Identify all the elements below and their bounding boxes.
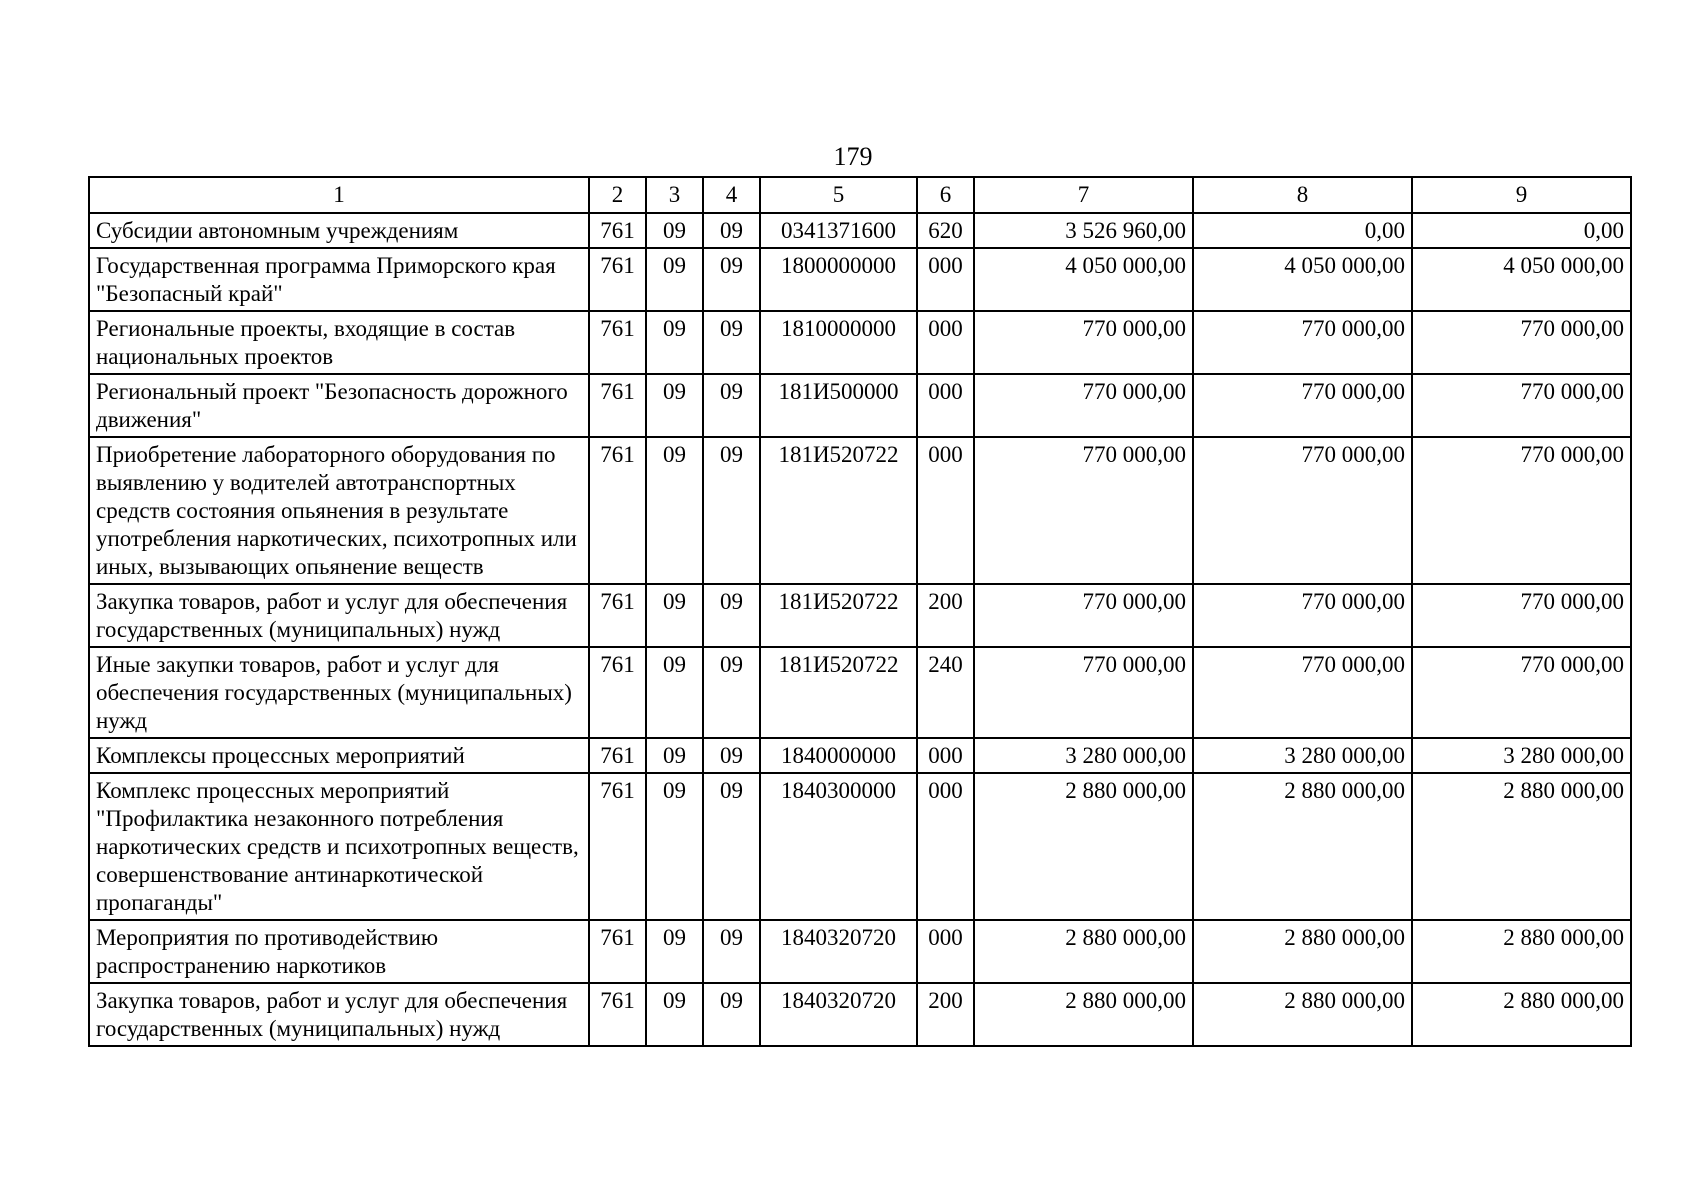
row-name-cell: Комплексы процессных мероприятий	[89, 738, 589, 773]
table-body	[89, 213, 1631, 1046]
cell-col-4: 09	[703, 213, 760, 248]
cell-col-6: 000	[917, 738, 974, 773]
cell-col-3: 09	[646, 213, 703, 248]
amount-col-9: 770 000,00	[1412, 647, 1631, 738]
amount-col-7: 770 000,00	[974, 311, 1193, 374]
amount-col-9: 2 880 000,00	[1412, 920, 1631, 983]
amount-col-8: 2 880 000,00	[1193, 773, 1412, 920]
cell-col-5: 1840320720	[760, 983, 917, 1046]
cell-col-3: 09	[646, 584, 703, 647]
table-row	[89, 584, 1631, 647]
amount-col-8: 770 000,00	[1193, 647, 1412, 738]
cell-col-6: 000	[917, 248, 974, 311]
cell-col-2: 761	[589, 248, 646, 311]
cell-col-5: 181И520722	[760, 647, 917, 738]
cell-col-4: 09	[703, 437, 760, 584]
amount-col-7: 770 000,00	[974, 374, 1193, 437]
amount-col-7: 2 880 000,00	[974, 920, 1193, 983]
cell-col-3: 09	[646, 920, 703, 983]
cell-col-3: 09	[646, 773, 703, 920]
amount-col-7: 3 526 960,00	[974, 213, 1193, 248]
table-row	[89, 920, 1631, 983]
cell-col-2: 761	[589, 374, 646, 437]
amount-col-8: 2 880 000,00	[1193, 920, 1412, 983]
amount-col-7: 2 880 000,00	[974, 983, 1193, 1046]
cell-col-4: 09	[703, 311, 760, 374]
cell-col-4: 09	[703, 584, 760, 647]
cell-col-6: 000	[917, 437, 974, 584]
row-name-cell: Региональный проект "Безопасность дорожного движения"	[89, 374, 589, 437]
column-header: 2	[589, 177, 646, 213]
row-name-cell: Субсидии автономным учреждениям	[89, 213, 589, 248]
table-row	[89, 983, 1631, 1046]
table-row	[89, 248, 1631, 311]
amount-col-9: 770 000,00	[1412, 584, 1631, 647]
cell-col-6: 000	[917, 374, 974, 437]
cell-col-6: 000	[917, 920, 974, 983]
amount-col-9: 0,00	[1412, 213, 1631, 248]
amount-col-7: 2 880 000,00	[974, 773, 1193, 920]
table-row	[89, 374, 1631, 437]
cell-col-5: 1840000000	[760, 738, 917, 773]
cell-col-2: 761	[589, 584, 646, 647]
cell-col-5: 1800000000	[760, 248, 917, 311]
budget-table	[88, 176, 1632, 1047]
cell-col-3: 09	[646, 983, 703, 1046]
amount-col-9: 4 050 000,00	[1412, 248, 1631, 311]
column-header: 1	[89, 177, 589, 213]
column-header: 5	[760, 177, 917, 213]
amount-col-7: 4 050 000,00	[974, 248, 1193, 311]
amount-col-7: 770 000,00	[974, 584, 1193, 647]
amount-col-8: 770 000,00	[1193, 374, 1412, 437]
cell-col-2: 761	[589, 773, 646, 920]
cell-col-6: 200	[917, 983, 974, 1046]
row-name-cell: Приобретение лабораторного оборудования по выявлению у водителей автотранспортных средств состояния опьянения в результате употребления наркотических, психотропных или иных, вызывающих опьянение веществ	[89, 437, 589, 584]
cell-col-2: 761	[589, 983, 646, 1046]
amount-col-8: 770 000,00	[1193, 584, 1412, 647]
amount-col-8: 770 000,00	[1193, 311, 1412, 374]
column-header: 6	[917, 177, 974, 213]
header-row	[89, 177, 1631, 213]
column-header: 4	[703, 177, 760, 213]
cell-col-6: 200	[917, 584, 974, 647]
table-row	[89, 647, 1631, 738]
amount-col-7: 770 000,00	[974, 647, 1193, 738]
cell-col-2: 761	[589, 213, 646, 248]
cell-col-2: 761	[589, 647, 646, 738]
cell-col-4: 09	[703, 773, 760, 920]
cell-col-4: 09	[703, 920, 760, 983]
cell-col-2: 761	[589, 437, 646, 584]
table-row	[89, 437, 1631, 584]
table-row	[89, 311, 1631, 374]
cell-col-4: 09	[703, 738, 760, 773]
cell-col-3: 09	[646, 248, 703, 311]
table-row	[89, 738, 1631, 773]
cell-col-2: 761	[589, 920, 646, 983]
cell-col-3: 09	[646, 311, 703, 374]
amount-col-8: 0,00	[1193, 213, 1412, 248]
cell-col-5: 1810000000	[760, 311, 917, 374]
amount-col-7: 3 280 000,00	[974, 738, 1193, 773]
amount-col-8: 770 000,00	[1193, 437, 1412, 584]
row-name-cell: Закупка товаров, работ и услуг для обеспечения государственных (муниципальных) нужд	[89, 983, 589, 1046]
cell-col-4: 09	[703, 647, 760, 738]
row-name-cell: Государственная программа Приморского края "Безопасный край"	[89, 248, 589, 311]
cell-col-4: 09	[703, 374, 760, 437]
amount-col-7: 770 000,00	[974, 437, 1193, 584]
amount-col-9: 2 880 000,00	[1412, 983, 1631, 1046]
cell-col-5: 181И500000	[760, 374, 917, 437]
cell-col-2: 761	[589, 738, 646, 773]
table-row	[89, 773, 1631, 920]
amount-col-9: 770 000,00	[1412, 311, 1631, 374]
column-header: 3	[646, 177, 703, 213]
amount-col-9: 3 280 000,00	[1412, 738, 1631, 773]
cell-col-3: 09	[646, 374, 703, 437]
row-name-cell: Региональные проекты, входящие в состав национальных проектов	[89, 311, 589, 374]
row-name-cell: Закупка товаров, работ и услуг для обеспечения государственных (муниципальных) нужд	[89, 584, 589, 647]
amount-col-8: 2 880 000,00	[1193, 983, 1412, 1046]
cell-col-6: 000	[917, 311, 974, 374]
amount-col-9: 2 880 000,00	[1412, 773, 1631, 920]
table-row	[89, 213, 1631, 248]
cell-col-5: 0341371600	[760, 213, 917, 248]
amount-col-8: 4 050 000,00	[1193, 248, 1412, 311]
amount-col-8: 3 280 000,00	[1193, 738, 1412, 773]
cell-col-4: 09	[703, 248, 760, 311]
cell-col-5: 1840320720	[760, 920, 917, 983]
page-number: 179	[833, 142, 873, 171]
column-header: 7	[974, 177, 1193, 213]
cell-col-5: 1840300000	[760, 773, 917, 920]
cell-col-3: 09	[646, 647, 703, 738]
table-header	[89, 177, 1631, 213]
cell-col-6: 000	[917, 773, 974, 920]
row-name-cell: Комплекс процессных мероприятий "Профилактика незаконного потребления наркотических средств и психотропных веществ, совершенствование антинаркотической пропаганды"	[89, 773, 589, 920]
column-header: 8	[1193, 177, 1412, 213]
amount-col-9: 770 000,00	[1412, 437, 1631, 584]
cell-col-6: 240	[917, 647, 974, 738]
row-name-cell: Мероприятия по противодействию распространению наркотиков	[89, 920, 589, 983]
cell-col-3: 09	[646, 738, 703, 773]
cell-col-5: 181И520722	[760, 437, 917, 584]
cell-col-6: 620	[917, 213, 974, 248]
cell-col-4: 09	[703, 983, 760, 1046]
row-name-cell: Иные закупки товаров, работ и услуг для обеспечения государственных (муниципальных) нужд	[89, 647, 589, 738]
cell-col-3: 09	[646, 437, 703, 584]
column-header: 9	[1412, 177, 1631, 213]
cell-col-5: 181И520722	[760, 584, 917, 647]
cell-col-2: 761	[589, 311, 646, 374]
amount-col-9: 770 000,00	[1412, 374, 1631, 437]
